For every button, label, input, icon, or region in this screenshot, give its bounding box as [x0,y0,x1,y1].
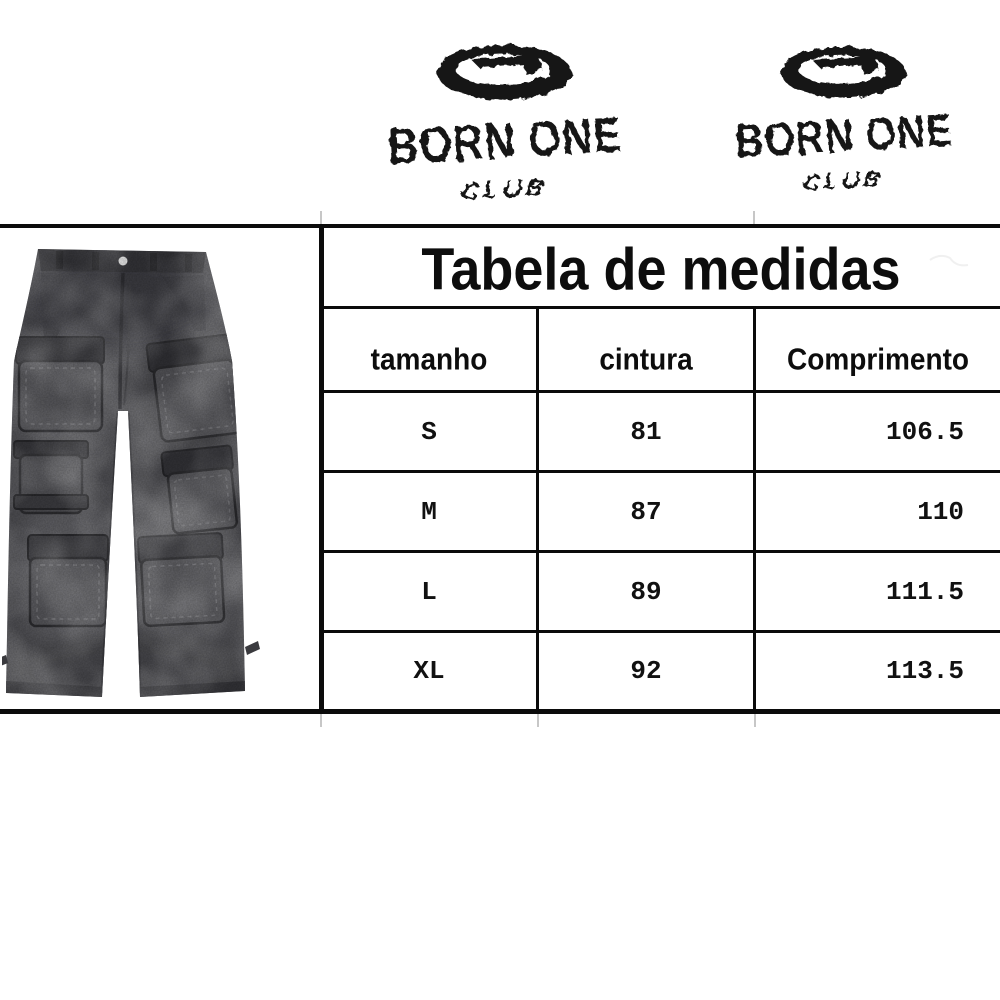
product-photo-cargo-jeans [2,243,260,710]
table-border-bottom [0,709,1000,714]
disc-icon [437,45,571,100]
table-row-m-waist [539,473,753,550]
born-one-club-logo-icon [380,42,632,210]
grid-line-stub [320,211,322,224]
table-row-l-waist [539,553,753,630]
brand-logo-right [728,44,962,205]
cell-text: 110 [917,496,964,527]
hem-strap [245,641,260,655]
cell-text: 113.5 [885,656,964,686]
brand-name-text: BORN ONE [386,106,624,175]
cell-text: 89 [630,576,662,607]
disc-icon [781,47,906,98]
col-header-length [756,310,1000,390]
table-row-s-waist [539,393,753,470]
cell-text: 92 [630,656,662,686]
cell-text: 87 [630,496,662,527]
born-one-club-logo-icon [728,44,962,200]
col-header-waist-text: cintura [599,342,693,376]
brand-sub-text: CLUB [801,166,887,196]
table-row-xl-size [322,633,536,709]
grid-line-stub [754,714,756,727]
table-row-l-length [756,553,1000,630]
table-row-xl-waist [539,633,753,709]
grid-line-stub [537,714,539,727]
table-row-s-length [756,393,1000,470]
size-chart-title-text: Tabela de medidas [421,236,901,303]
table-row-m-size [322,473,536,550]
cell-text: 106.5 [885,416,964,447]
grid-line-stub [753,211,755,224]
table-row-s-size [322,393,536,470]
table-border-top [0,224,1000,228]
col-header-length-text: Comprimento [787,342,969,376]
table-row-m-length [756,473,1000,550]
col-header-size-text: tamanho [370,342,488,376]
table-row-xl-length [756,633,1000,709]
brand-sub-text: CLUB [459,174,551,206]
cell-text: 81 [630,416,662,447]
brand-name-text: BORN ONE [734,104,955,168]
cell-text: S [421,416,437,447]
brand-logo-left [380,42,632,215]
cell-text: L [421,576,437,607]
grid-line-under-title [322,306,1000,309]
cell-text: XL [413,656,445,686]
table-row-l-size [322,553,536,630]
cargo-jeans-icon [2,243,260,705]
col-header-waist [539,310,753,390]
size-chart-title [322,229,1000,306]
cell-text: M [421,496,437,527]
col-header-size [322,310,536,390]
cell-text: 111.5 [885,576,964,607]
grid-line-stub [320,714,322,727]
